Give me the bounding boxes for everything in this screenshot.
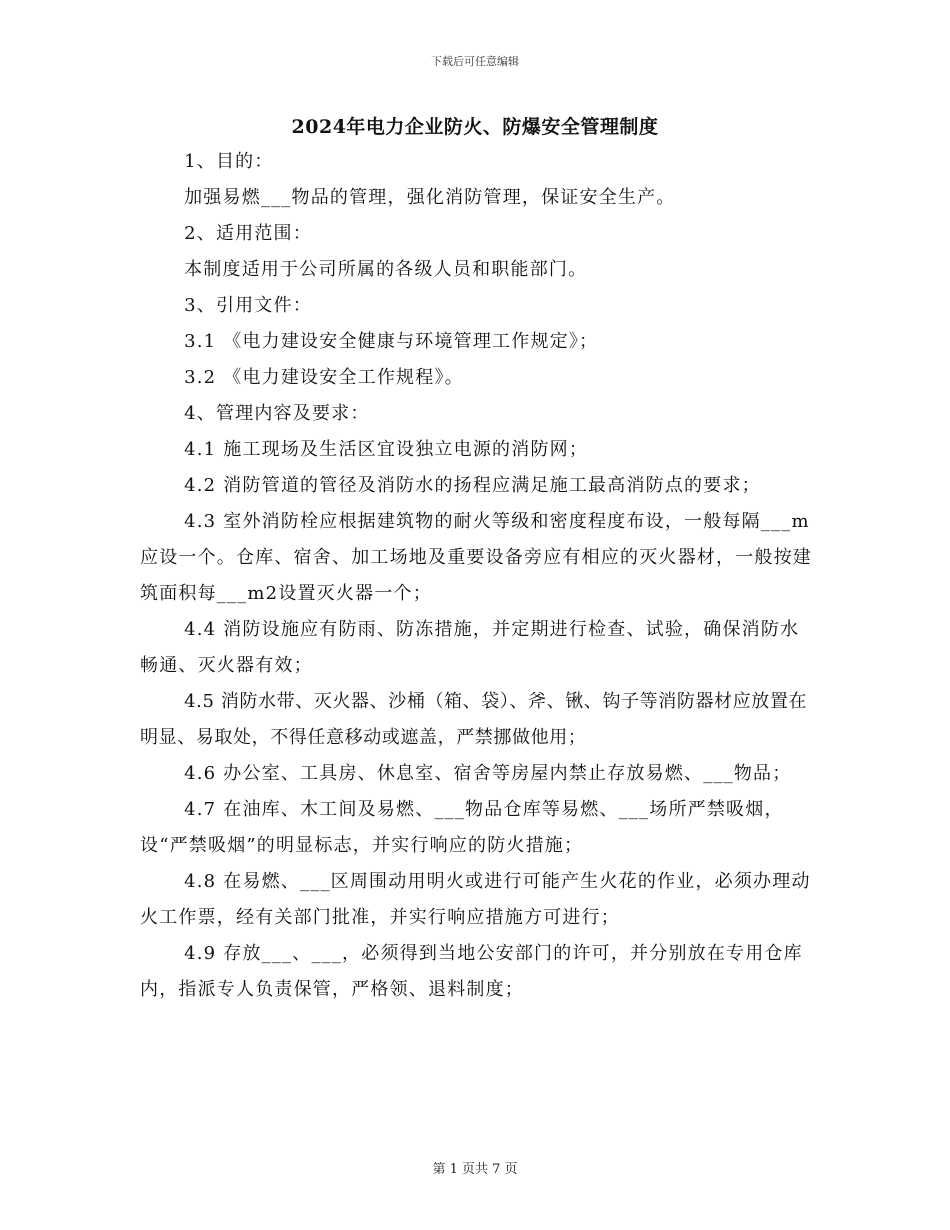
document-body	[140, 144, 812, 1008]
section-heading-scope: 2、适用范围：	[184, 223, 312, 244]
requirement-item: 4.6 办公室、工具房、休息室、宿舍等房屋内禁止存放易燃、___物品；	[184, 763, 792, 784]
requirement-item: 4.8 在易燃、___区周围动用明火或进行可能产生火花的作业，必须办理动火工作票，经有关部门批准，并实行响应措施方可进行；	[140, 871, 811, 928]
paragraph-scope: 本制度适用于公司所属的各级人员和职能部门。	[184, 259, 588, 280]
section-heading-requirements: 4、管理内容及要求：	[184, 403, 370, 424]
requirement-item: 4.3 室外消防栓应根据建筑物的耐火等级和密度程度布设，一般每隔___m应设一个。仓库、宿舍、加工场地及重要设备旁应有相应的灭火器材，一般按建筑面积每___m2设置灭火器一个；	[140, 511, 812, 604]
reference-item: 3.2 《电力建设安全工作规程》。	[184, 367, 464, 388]
requirement-item: 4.2 消防管道的管径及消防水的扬程应满足施工最高消防点的要求；	[184, 475, 761, 496]
paragraph-purpose: 加强易燃___物品的管理，强化消防管理，保证安全生产。	[184, 187, 676, 208]
requirement-item: 4.7 在油库、木工间及易燃、___物品仓库等易燃、___场所严禁吸烟，设“严禁吸烟”的明显标志，并实行响应的防火措施；	[140, 799, 784, 856]
page-header: 下载后可任意编辑	[431, 55, 519, 68]
requirement-item: 4.4 消防设施应有防雨、防冻措施，并定期进行检查、试验，确保消防水畅通、灭火器有效；	[140, 619, 800, 676]
requirement-item: 4.1 施工现场及生活区宜设独立电源的消防网；	[184, 439, 589, 460]
section-heading-references: 3、引用文件：	[184, 295, 312, 316]
section-heading-purpose: 1、目的：	[184, 151, 274, 172]
document-title: 2024年电力企业防火、防爆安全管理制度	[291, 116, 659, 138]
page-footer: 第 1 页共 7 页	[432, 1162, 518, 1177]
requirement-item: 4.5 消防水带、灭火器、沙桶（箱、袋）、斧、锹、钩子等消防器材应放置在明显、易取处，不得任意移动或遮盖，严禁挪做他用；	[140, 691, 808, 748]
requirement-item: 4.9 存放___、___，必须得到当地公安部门的许可，并分别放在专用仓库内，指派专人负责保管，严格领、退料制度；	[140, 943, 803, 1000]
reference-item: 3.1 《电力建设安全健康与环境管理工作规定》；	[184, 331, 599, 352]
